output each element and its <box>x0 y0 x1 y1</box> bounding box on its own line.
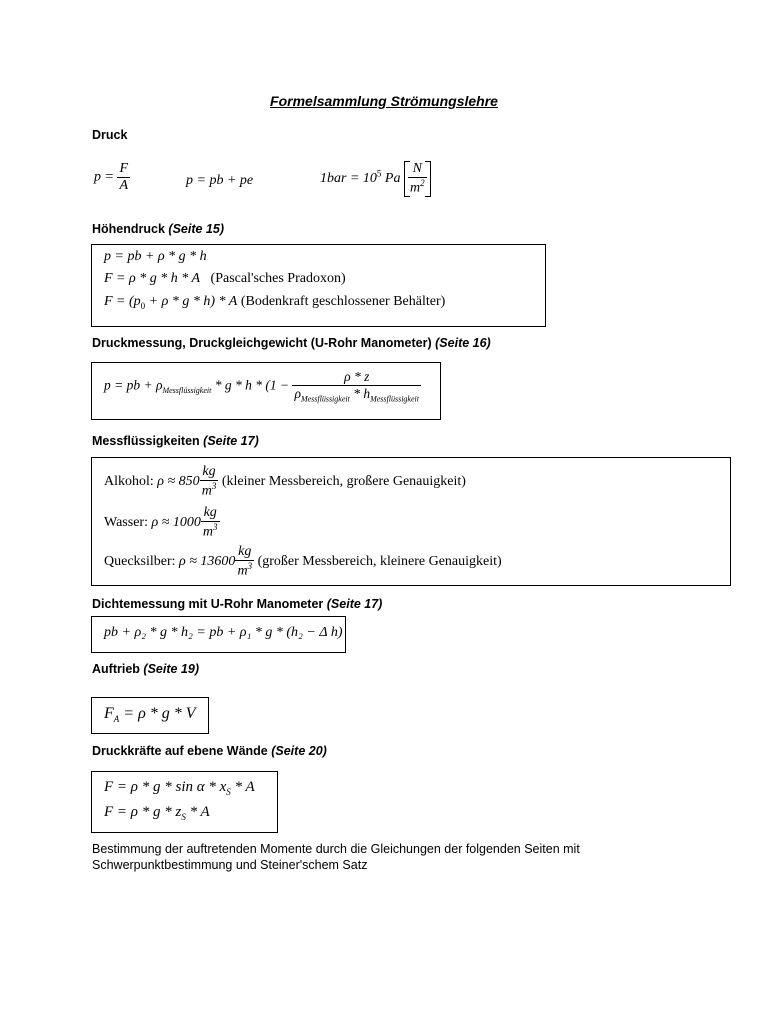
subscript: Messflüssigkeit <box>300 394 350 404</box>
fraction <box>117 161 130 194</box>
unit-bracket <box>404 161 431 197</box>
denominator-base: m <box>237 563 248 579</box>
unit-fraction <box>200 464 219 500</box>
subscript: S <box>226 787 231 797</box>
section-heading-dichtemessung <box>92 597 382 611</box>
heading-text: Auftrieb <box>92 662 140 676</box>
exponent: 3 <box>247 561 253 571</box>
denominator-base: m <box>202 524 213 540</box>
formula-line-3 <box>104 294 445 311</box>
page-reference: (Seite 15) <box>168 222 225 236</box>
formula-note: (Bodenkraft geschlossener Behälter) <box>240 294 446 309</box>
page-reference: (Seite 20) <box>271 744 327 758</box>
formula-text: F = ρ * g * sin α * x <box>104 779 227 795</box>
fluid-label: Wasser: <box>104 515 148 531</box>
formula-text: F = ρ * g * z <box>104 804 182 820</box>
formula-text: 1bar = 10 <box>320 171 377 187</box>
denominator: A <box>119 178 129 193</box>
denominator <box>408 178 427 197</box>
unit-fraction <box>201 505 220 541</box>
fluid-note: (kleiner Messbereich, großere Genauigkeit) <box>221 474 466 490</box>
exponent: 5 <box>376 168 382 179</box>
formula-force-angle <box>104 779 255 797</box>
formula-manometer <box>104 369 421 404</box>
fluid-label: Alkohol: <box>104 474 154 490</box>
formula-bar-definition <box>320 161 431 197</box>
denominator <box>292 386 421 404</box>
fluid-density: ρ ≈ 13600 <box>179 554 236 570</box>
paragraph-line: Bestimmung der auftretenden Momente durch die Gleichungen der folgenden Seiten mit <box>92 842 580 856</box>
section-heading-messfluessigkeiten <box>92 434 259 448</box>
numerator: N <box>408 161 427 178</box>
fluid-density: ρ ≈ 850 <box>157 474 200 490</box>
page-title: Formelsammlung Strömungslehre <box>270 93 498 109</box>
formula-box-auftrieb <box>91 697 209 734</box>
heading-text: Druckmessung, Druckgleichgewicht (U-Rohr Manometer) <box>92 336 432 350</box>
section-heading-druckkraefte <box>92 744 327 758</box>
heading-text: Dichtemessung mit U-Rohr Manometer <box>92 597 324 611</box>
numerator: kg <box>235 544 254 561</box>
exponent: 3 <box>211 481 217 491</box>
denominator <box>200 481 219 500</box>
numerator: kg <box>201 505 220 522</box>
formula-box-dichtemessung <box>91 616 346 653</box>
fluid-row-alkohol <box>104 464 466 500</box>
unit-fraction <box>235 544 254 580</box>
formula-box-hoehendruck <box>91 244 546 327</box>
fluid-note: (großer Messbereich, kleinere Genauigkeit) <box>257 554 502 570</box>
formula-density-measurement: pb + ρ₂ * g * h₂ = pb + ρ₁ * g * (h₂ − Δ h) <box>104 625 343 640</box>
denominator <box>235 561 254 580</box>
section-heading-auftrieb <box>92 662 199 676</box>
page-reference: (Seite 17) <box>203 434 259 448</box>
subscript: A <box>113 714 120 725</box>
formula-text: + ρ * g * h) * A <box>145 294 238 309</box>
denominator-text: ρ <box>294 386 301 401</box>
numerator: ρ * z <box>292 369 421 386</box>
fluid-density: ρ ≈ 1000 <box>151 515 201 531</box>
page-reference: (Seite 19) <box>143 662 199 676</box>
formula-box-druckmessung <box>91 362 441 420</box>
fluid-label: Quecksilber: <box>104 554 176 570</box>
formula-box-messfluessigkeiten <box>91 457 731 586</box>
numerator: F <box>119 161 129 176</box>
heading-text: Messflüssigkeiten <box>92 434 200 448</box>
fraction <box>408 161 427 197</box>
formula-text: p = pb + ρ <box>104 377 163 393</box>
formula-line-2 <box>104 271 346 287</box>
fluid-row-wasser <box>104 505 220 541</box>
denominator-base: m <box>201 483 212 499</box>
paragraph-line: Schwerpunktbestimmung und Steiner'schem Satz <box>92 858 368 872</box>
unit-text: Pa <box>384 171 401 187</box>
formula-text: * g * h * (1 − <box>211 377 290 393</box>
paragraph-bestimmung <box>92 841 712 873</box>
exponent: 2 <box>420 178 425 188</box>
exponent: 3 <box>213 522 218 532</box>
page-reference: (Seite 16) <box>435 336 491 350</box>
heading-text: Druckkräfte auf ebene Wände <box>92 744 268 758</box>
subscript: Messflüssigkeit <box>370 394 419 404</box>
subscript: 0 <box>140 300 146 311</box>
formula-text: F <box>104 705 114 722</box>
formula-line-1: p = pb + ρ * g * h <box>104 249 207 264</box>
formula-text: F = ρ * g * h * A <box>104 271 201 286</box>
formula-box-druckkraefte <box>91 771 278 833</box>
section-heading-druck: Druck <box>92 128 128 142</box>
formula-note: (Pascal'sches Pradoxon) <box>210 271 346 286</box>
heading-text: Höhendruck <box>92 222 165 236</box>
denominator-text: * h <box>349 386 371 401</box>
section-heading-hoehendruck <box>92 222 224 236</box>
formula-text: * A <box>230 779 255 795</box>
formula-pressure-force-area <box>94 161 130 194</box>
denominator <box>201 522 220 541</box>
subscript: S <box>181 812 186 822</box>
fraction <box>292 369 421 404</box>
fluid-row-quecksilber <box>104 544 502 580</box>
numerator: kg <box>200 464 219 481</box>
formula-text: = ρ * g * V <box>119 705 196 722</box>
formula-text: p = <box>94 169 114 185</box>
page-reference: (Seite 17) <box>326 597 383 611</box>
formula-force-depth <box>104 804 210 822</box>
formula-text: * A <box>185 804 210 820</box>
formula-pressure-sum: p = pb + pe <box>186 173 254 188</box>
section-heading-druckmessung <box>92 336 491 350</box>
formula-text: F = (p <box>104 294 141 309</box>
subscript: Messflüssigkeit <box>162 386 212 396</box>
formula-buoyancy <box>104 705 196 724</box>
denominator-base: m <box>409 180 421 196</box>
